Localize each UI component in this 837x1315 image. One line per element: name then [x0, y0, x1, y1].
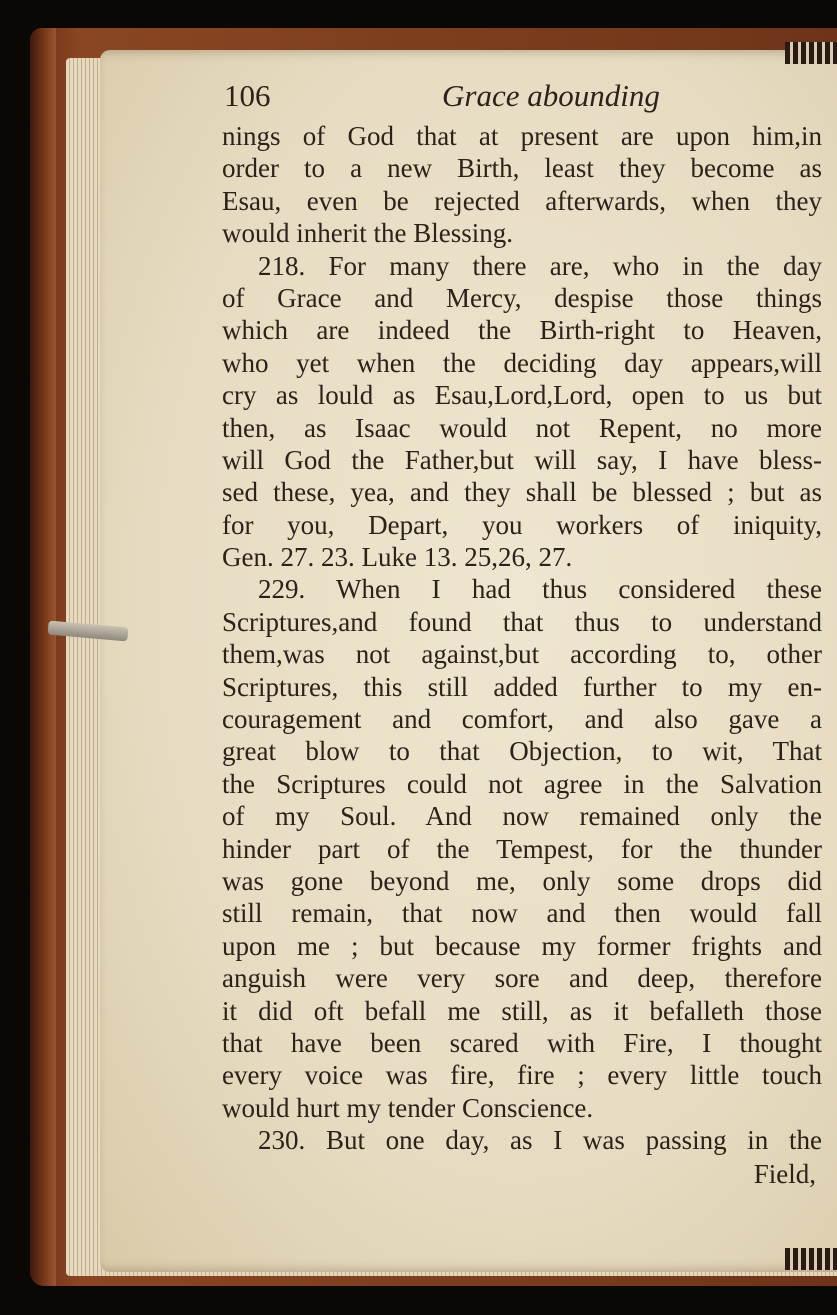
- text-line: anguish were very sore and deep, therefore: [222, 963, 822, 994]
- text-line: then, as Isaac would not Repent, no more: [222, 412, 822, 443]
- text-line: the Scriptures could not agree in the Salvation: [222, 768, 822, 799]
- text-line: hinder part of the Tempest, for the thunder: [222, 833, 822, 864]
- text-line: nings of God that at present are upon him,in: [222, 121, 822, 151]
- cover-spine: [30, 28, 56, 1286]
- text-line: 230. But one day, as I was passing in the: [258, 1125, 822, 1156]
- text-line: was gone beyond me, only some drops did: [222, 865, 822, 896]
- text-line: Gen. 27. 23. Luke 13. 25,26, 27.: [222, 542, 573, 573]
- text-line: which are indeed the Birth-right to Heaven,: [222, 315, 822, 346]
- page-number: 106: [224, 78, 271, 113]
- text-line: 218. For many there are, who in the day: [258, 250, 822, 281]
- text-line: great blow to that Objection, to wit, That: [222, 736, 822, 767]
- text-line: that have been scared with Fire, I thought: [222, 1027, 822, 1058]
- running-head: Grace abounding: [442, 78, 660, 113]
- text-line: of my Soul. And now remained only the: [222, 801, 822, 832]
- headband-bottom: [785, 1248, 837, 1270]
- text-line: upon me ; but because my former frights and: [222, 930, 822, 961]
- page-text: [222, 74, 822, 1190]
- text-line: for you, Depart, you workers of iniquity,: [222, 509, 822, 540]
- text-line: of Grace and Mercy, despise those things: [222, 282, 822, 313]
- text-line: Esau, even be rejected afterwards, when they: [222, 185, 822, 216]
- text-line: order to a new Birth, least they become as: [222, 153, 822, 184]
- text-line: every voice was fire, fire ; every little touch: [222, 1060, 822, 1091]
- text-line: 229. When I had thus considered these: [258, 574, 822, 605]
- text-line: would inherit the Blessing.: [222, 218, 513, 249]
- text-line: it did oft befall me still, as it befalleth those: [222, 995, 822, 1026]
- text-line: who yet when the deciding day appears,will: [222, 347, 822, 378]
- headband-top: [785, 42, 837, 64]
- text-line: still remain, that now and then would fall: [222, 898, 822, 929]
- page-header: [222, 74, 822, 120]
- text-line: Scriptures, this still added further to my en-: [222, 671, 822, 702]
- text-line: them,was not against,but according to, other: [222, 639, 822, 670]
- catchword: Field,: [753, 1158, 816, 1189]
- text-line: cry as lould as Esau,Lord,Lord, open to us but: [222, 380, 822, 411]
- text-line: Scriptures,and found that thus to understand: [222, 606, 822, 637]
- text-line: sed these, yea, and they shall be blessed ; but as: [222, 477, 822, 508]
- text-line: would hurt my tender Conscience.: [222, 1092, 594, 1123]
- text-line: will God the Father,but will say, I have bless-: [222, 444, 822, 475]
- text-line: couragement and comfort, and also gave a: [222, 704, 822, 735]
